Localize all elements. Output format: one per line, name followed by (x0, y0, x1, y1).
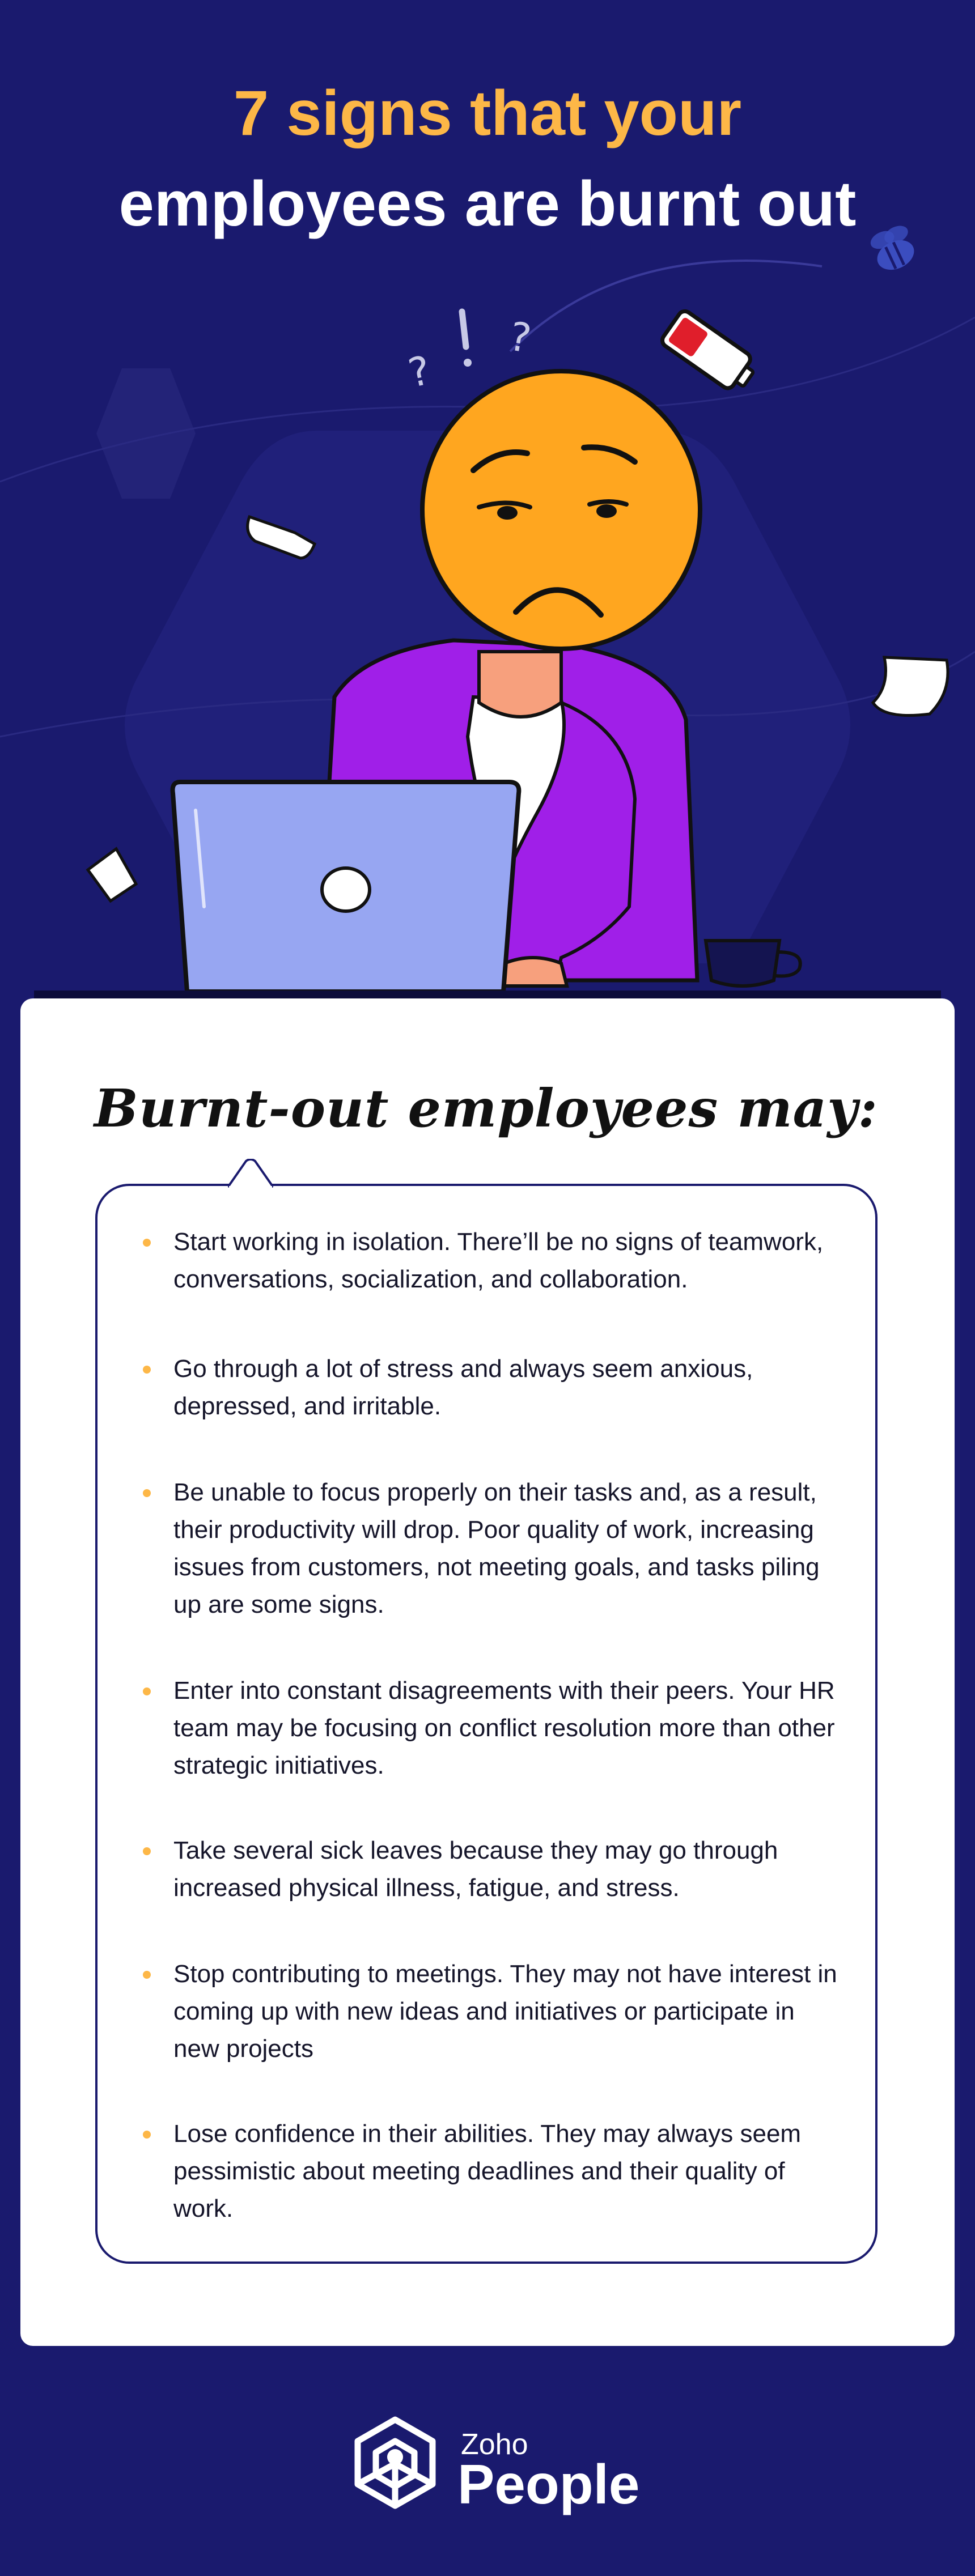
list-item (143, 1672, 840, 1784)
sign-text: Enter into constant disagreements with their peers. Your HR team may be focusing on conflict resolution more than other strategic initiatives. (173, 1677, 835, 1779)
bullet-icon (143, 1239, 151, 1247)
bullet-icon (143, 2131, 151, 2139)
burnout-illustration (0, 0, 975, 1009)
brand-big: People (457, 2453, 640, 2515)
exclamation-mark-icon (462, 312, 472, 367)
laptop-icon (173, 782, 519, 992)
bullet-icon (143, 1366, 151, 1374)
title-line-2: employees are burnt out (118, 168, 857, 239)
list-item (143, 1832, 840, 1907)
list-item (143, 1350, 840, 1425)
sign-text: Go through a lot of stress and always seem anxious, depressed, and irritable. (173, 1355, 753, 1420)
desk (34, 991, 941, 998)
sign-text: Be unable to focus properly on their tasks and, as a result, their productivity will drop. Poor quality of work, increasing issues from customers, not meeting goals, and tasks piling up are some signs. (173, 1478, 820, 1618)
list-item (143, 1474, 840, 1623)
bullet-icon (143, 1687, 151, 1695)
brand-small: Zoho (461, 2428, 528, 2461)
hero-section (0, 0, 975, 1009)
sign-text: Start working in isolation. There’ll be no signs of teamwork, conversations, socialization, and collaboration. (173, 1228, 824, 1293)
zoho-people-logo-icon (344, 2412, 446, 2514)
bullet-icon (143, 1489, 151, 1497)
sign-text: Lose confidence in their abilities. They may always seem pessimistic about meeting deadlines and their quality of work. (173, 2120, 802, 2222)
speech-bubble-tail (228, 1159, 273, 1188)
coffee-cup-icon (706, 941, 800, 986)
worried-emoji-face-icon (422, 371, 700, 649)
bullet-icon (143, 1847, 151, 1855)
bee-icon (867, 221, 921, 275)
svg-text:?: ? (506, 313, 535, 363)
sign-text: Stop contributing to meetings. They may not have interest in coming up with new ideas and initiatives or participate in new projects (173, 1960, 837, 2063)
svg-text:?: ? (404, 347, 435, 397)
sign-text: Take several sick leaves because they may go through increased physical illness, fatigue, and stress. (173, 1837, 778, 1902)
signs-card (20, 998, 955, 2346)
zoho-people-logo (344, 2412, 639, 2514)
list-item (143, 1223, 840, 1298)
list-item (143, 1956, 840, 2068)
speech-bubble (95, 1184, 878, 2264)
title-line-1: 7 signs that your (233, 78, 742, 148)
card-heading: Burnt-out employees may: (94, 1078, 878, 1139)
low-battery-icon (660, 309, 760, 396)
list-item (143, 2115, 840, 2228)
bullet-icon (143, 1971, 151, 1979)
